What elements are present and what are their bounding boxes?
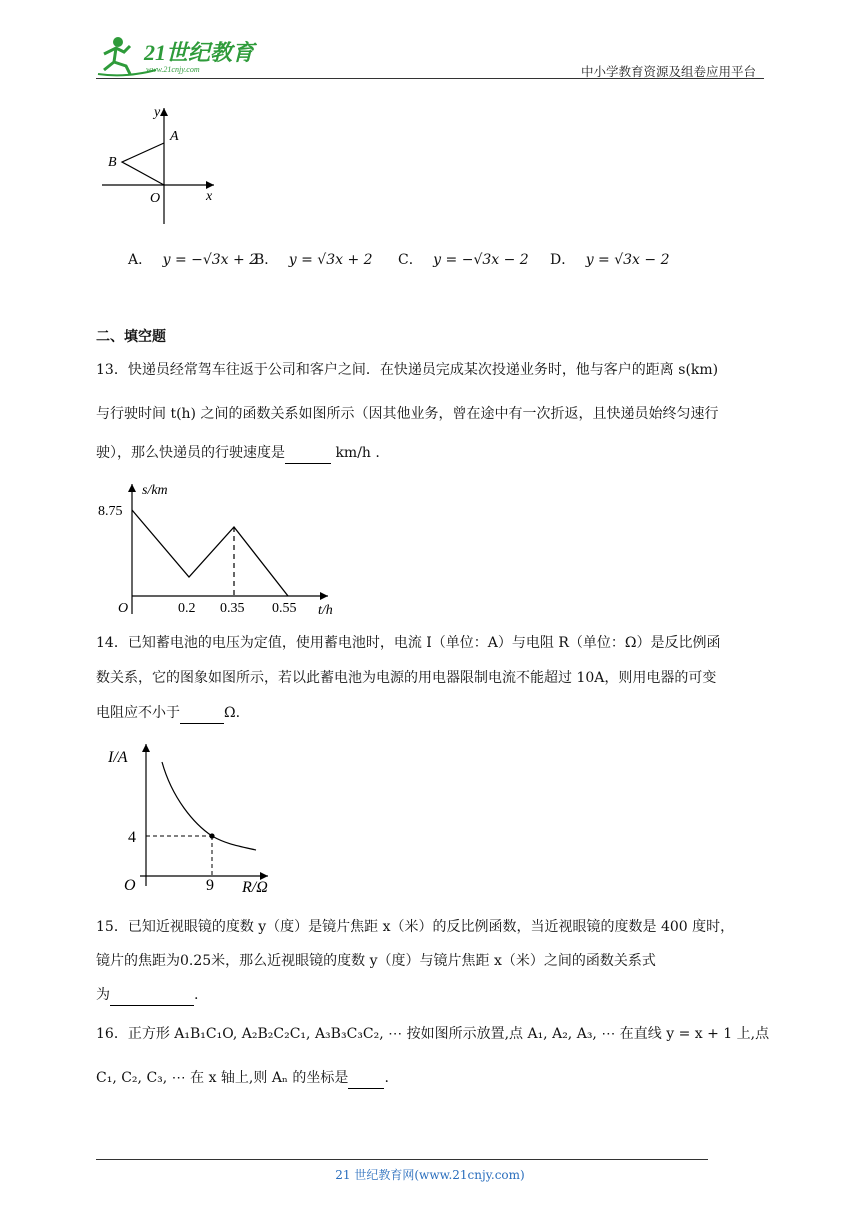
q14-answer-blank[interactable] bbox=[180, 703, 224, 724]
q13-x-tick-3: 0.55 bbox=[272, 601, 297, 616]
q14-y-tick: 4 bbox=[128, 829, 136, 846]
logo-url: www.21cnjy.com bbox=[146, 65, 200, 74]
q14-chart bbox=[96, 736, 296, 900]
q12-x-label: x bbox=[206, 189, 213, 204]
q13-y-axis-label: s/km bbox=[142, 483, 168, 498]
q14-x-tick: 9 bbox=[206, 877, 214, 894]
q12-point-a: A bbox=[170, 129, 179, 144]
footer-divider bbox=[96, 1159, 708, 1160]
logo-text: 21世纪教育 bbox=[144, 40, 255, 65]
q12-y-label: y bbox=[154, 105, 161, 120]
q16-line-1: 16．正方形 A₁B₁C₁O, A₂B₂C₂C₁, A₃B₃C₃C₂, ⋯ 按如图所示放置,点 A₁, A₂, A₃, ⋯ 在直线 y = x + 1 上,点 bbox=[96, 1026, 770, 1042]
q15-answer-blank[interactable] bbox=[110, 985, 194, 1006]
q15-line-1: 15．已知近视眼镜的度数 y（度）是镜片焦距 x（米）的反比例函数，当近视眼镜的度数是 400 度时， bbox=[96, 919, 735, 935]
q16-line-2: C₁, C₂, C₃, ⋯ 在 x 轴上,则 Aₙ 的坐标是 . bbox=[96, 1068, 776, 1089]
q14-y-axis-label: I/A bbox=[108, 749, 128, 766]
q13-line-3: 驶），那么快递员的行驶速度是 km/h . bbox=[96, 443, 776, 464]
q14-line-3: 电阻应不小于 Ω. bbox=[96, 703, 776, 724]
q13-y-tick: 8.75 bbox=[98, 504, 123, 519]
q13-x-tick-2: 0.35 bbox=[220, 601, 245, 616]
q13-chart bbox=[96, 478, 346, 622]
q12-figure bbox=[96, 98, 226, 232]
q15-line-2: 镜片的焦距为0.25米，那么近视眼镜的度数 y（度）与镜片焦距 x（米）之间的函数关系式 bbox=[96, 953, 656, 969]
q14-origin: O bbox=[124, 877, 136, 894]
q14-line-1: 14．已知蓄电池的电压为定值，使用蓄电池时，电流 I（单位：A）与电阻 R（单位：Ω）是反比例函 bbox=[96, 635, 721, 651]
q16-answer-blank[interactable] bbox=[348, 1068, 384, 1089]
q15-line-3: 为 . bbox=[96, 985, 776, 1006]
q13-answer-blank[interactable] bbox=[285, 443, 331, 464]
q12-option-b[interactable]: B． y = √3x + 2 bbox=[254, 252, 373, 268]
q13-line-1: 13．快递员经常驾车往返于公司和客户之间．在快递员完成某次投递业务时，他与客户的距离 s(km) bbox=[96, 362, 719, 378]
section-title: 二、填空题 bbox=[96, 329, 166, 345]
q12-point-b: B bbox=[108, 155, 117, 170]
q14-x-axis-label: R/Ω bbox=[242, 879, 268, 896]
footer-link[interactable]: 21 世纪教育网(www.21cnjy.com) bbox=[335, 1168, 525, 1182]
q12-option-c[interactable]: C． y = −√3x − 2 bbox=[398, 252, 529, 268]
q12-origin: O bbox=[150, 191, 161, 206]
q12-option-a[interactable]: A． y = −√3x + 2 bbox=[128, 252, 259, 268]
runner-logo-icon bbox=[96, 34, 276, 78]
q13-x-axis-label: t/h bbox=[318, 603, 333, 618]
header-platform-text: 中小学教育资源及组卷应用平台 bbox=[580, 64, 756, 79]
q13-origin: O bbox=[118, 601, 129, 616]
q13-line-2: 与行驶时间 t(h) 之间的函数关系如图所示（因其他业务，曾在途中有一次折返，且快递员始终匀速行 bbox=[96, 406, 719, 422]
header-divider bbox=[96, 78, 764, 79]
site-logo bbox=[96, 34, 276, 78]
q14-line-2: 数关系，它的图象如图所示，若以此蓄电池为电源的用电器限制电流不能超过 10A，则用电器的可变 bbox=[96, 670, 717, 686]
q13-x-tick-1: 0.2 bbox=[178, 601, 196, 616]
q12-option-d[interactable]: D． y = √3x − 2 bbox=[550, 252, 670, 268]
